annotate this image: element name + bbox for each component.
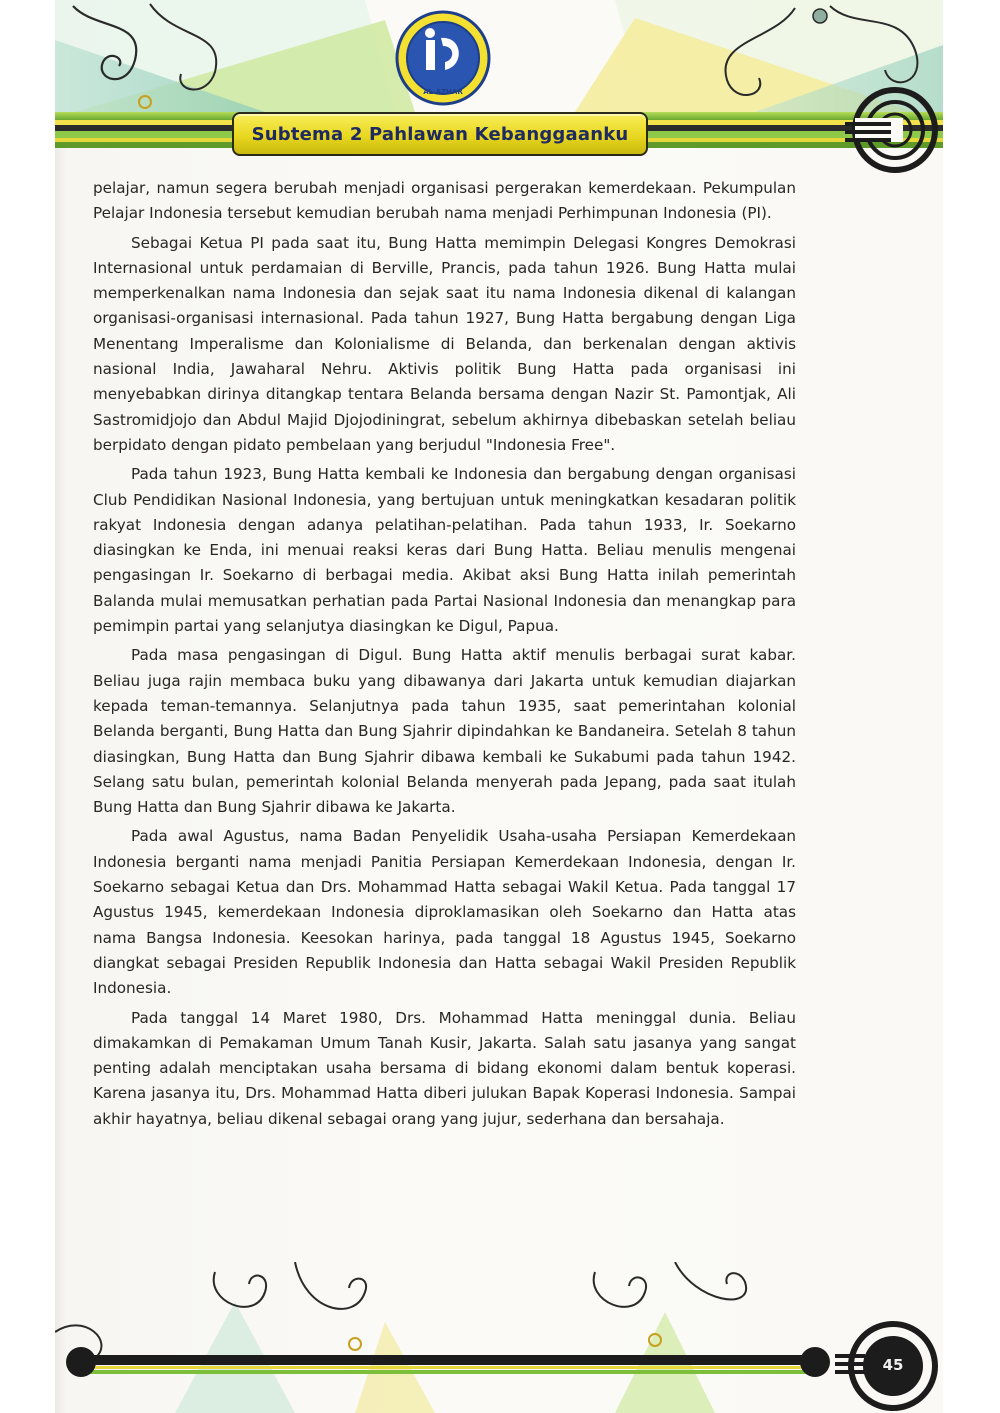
page-number-emblem xyxy=(835,1354,865,1358)
school-logo xyxy=(393,8,493,108)
footer-rule-end xyxy=(800,1347,830,1377)
page-number-emblem xyxy=(835,1370,865,1374)
paragraph: Pada tahun 1923, Bung Hatta kembali ke Indonesia dan bergabung dengan organisasi Club Pendidikan Nasional Indonesia, yang bertujuan untuk meningkatkan kesadaran politik rakyat Indonesia dengan adanya pelatihan-pelatihan. Pada tahun 1933, Ir. Soekarno diasingkan ke Enda, ini menuai reaksi keras dari Bung Hatta. Beliau menulis mengenai pengasingan Ir. Soekarno di berbagai media. Akibat aksi Bung Hatta inilah pemerintah Balanda mulai memusatkan perhatian pada Partai Nasional Indonesia dan menangkap para pemimpin partai yang selanjutya diasingkan ke Digul, Papua. xyxy=(93,465,796,636)
header-decoration xyxy=(55,0,943,190)
page-number-emblem xyxy=(835,1362,865,1366)
swirl-ornament xyxy=(214,1272,266,1307)
subtheme-banner xyxy=(232,112,648,156)
logo-label xyxy=(0,0,1,1)
subtheme-title: Subtema 2 Pahlawan Kebanggaanku xyxy=(251,123,629,145)
paragraph: Sebagai Ketua PI pada saat itu, Bung Hatta memimpin Delegasi Kongres Demokrasi Internasional untuk perdamaian di Berville, Prancis, pada tahun 1926. Bung Hatta mulai memperkenalkan nama Indonesia dan sejak saat itu nama Indonesia dikenal di kalangan organisasi-organisasi internasional. Pada tahun 1927, Bung Hatta bergabung dengan Liga Menentang Imperalisme dan Kolonialisme di Belanda, dan berkenalan dengan aktivis nasional India, Jawaharal Nehru. Aktivis politik Bung Hatta pada organisasi ini menyebabkan dirinya ditangkap tentara Belanda bersama dengan Nazir St. Pamontjak, Ali Sastromidjojo dan Abdul Majid Djojodiningrat, sebelum akhirnya dibebaskan setelah beliau berpidato dengan pidato pembelaan yang berjudul "Indonesia Free". xyxy=(93,233,796,454)
paragraph: Pada tanggal 14 Maret 1980, Drs. Mohammad Hatta meninggal dunia. Beliau dimakamkan di Pemakaman Umum Tanah Kusir, Jakarta. Salah satu jasanya yang sangat penting adalah menciptakan usaha bersama di bidang ekonomi dalam bentuk koperasi. Karena jasanya itu, Drs. Mohammad Hatta diberi julukan Bapak Koperasi Indonesia. Sampai akhir hayatnya, beliau dikenal sebagai orang yang jujur, sederhana dan bersahaja. xyxy=(93,1008,796,1128)
footer-decoration xyxy=(55,1262,943,1413)
svg-text:AL AZHAR: AL AZHAR xyxy=(423,88,463,96)
footer-rule xyxy=(75,1370,815,1374)
header-emblem xyxy=(845,138,891,142)
header-emblem xyxy=(845,130,891,134)
paragraph: pelajar, namun segera berubah menjadi organisasi pergerakan kemerdekaan. Pekumpulan Pelajar Indonesia tersebut kemudian berubah nama menjadi Perhimpunan Indonesia (PI). xyxy=(93,179,796,223)
swirl-ornament xyxy=(813,9,827,23)
swirl-ornament xyxy=(295,1262,366,1309)
paragraph: Pada awal Agustus, nama Badan Penyelidik Usaha-usaha Persiapan Kemerdekaan Indonesia berganti nama menjadi Panitia Persiapan Kemerdekaan Indonesia, dengan Ir. Soekarno sebagai Ketua dan Drs. Mohammad Hatta sebagai Wakil Ketua. Pada tanggal 17 Agustus 1945, kemerdekaan Indonesia diproklamasikan oleh Soekarno dan Hatta atas nama Bangsa Indonesia. Keesokan harinya, pada tanggal 18 Agustus 1945, Soekarno diangkat sebagai Presiden Republik Indonesia dan Hatta sebagai Wakil Presiden Republik Indonesia. xyxy=(93,827,796,998)
footer-rule xyxy=(75,1366,815,1369)
swirl-ornament xyxy=(675,1262,746,1299)
article-body xyxy=(93,176,796,1132)
swirl-ornament xyxy=(349,1338,361,1350)
swirl-ornament xyxy=(594,1272,646,1307)
footer-rule-end xyxy=(66,1347,96,1377)
page-number: 45 xyxy=(882,1356,904,1374)
footer-rule xyxy=(75,1355,815,1365)
paragraph: Pada masa pengasingan di Digul. Bung Hatta aktif menulis berbagai surat kabar. Beliau juga rajin membaca buku yang dibawanya dari Jakarta untuk kemudian diajarkan kepada teman-temannya. Selanjutnya pada tahun 1935, saat pemerintahan kolonial Belanda berganti, Bung Hatta dan Bung Sjahrir dipindahkan ke Bandaneira. Setelah 8 tahun diasingkan, Bung Hatta dan Bung Sjahrir dibawa kembali ke Sukabumi pada tahun 1942. Selang satu bulan, pemerintah kolonial Belanda menyerah pada Jepang, pada saat itulah Bung Hatta dan Bung Sjahrir dibawa ke Jakarta. xyxy=(93,646,796,817)
header-emblem xyxy=(845,122,891,126)
